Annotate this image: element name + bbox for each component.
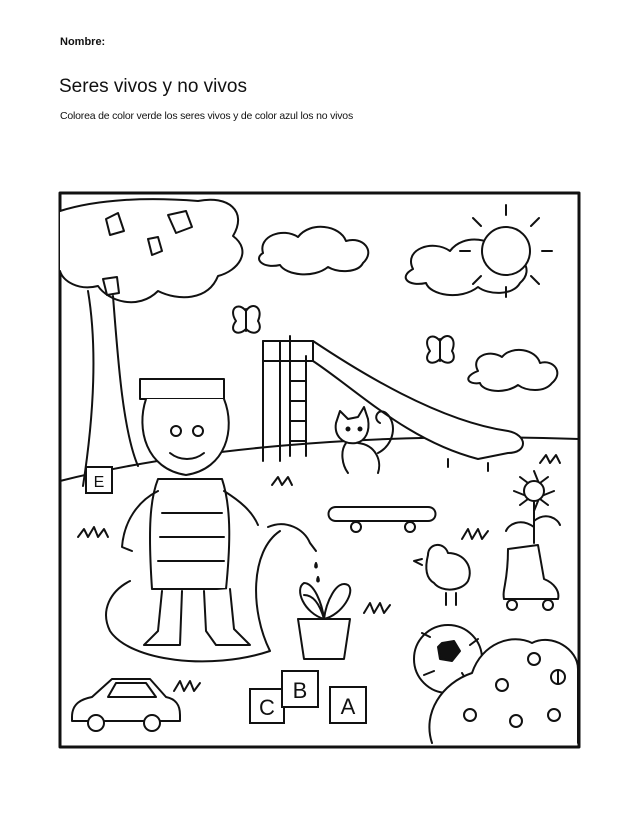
flower-icon	[506, 471, 560, 543]
worksheet-title: Seres vivos y no vivos	[59, 76, 247, 97]
butterfly-icon	[427, 336, 454, 363]
cloud-icon	[468, 350, 557, 391]
block-letter: C	[259, 695, 275, 720]
roller-skate-icon	[504, 545, 559, 610]
letter-block-c	[250, 689, 284, 723]
grass-icon	[364, 603, 390, 613]
grass-icon	[462, 529, 488, 539]
block-letter: E	[93, 474, 105, 491]
coloring-scene	[58, 191, 581, 749]
instruction-text: Colorea de color verde los seres vivos y de color azul los no vivos	[60, 110, 353, 122]
name-label: Nombre:	[60, 36, 106, 48]
water-drop-icon	[315, 563, 319, 582]
butterfly-icon	[233, 306, 260, 333]
toy-car-icon	[72, 679, 180, 731]
boy-icon	[122, 379, 258, 645]
grass-icon	[540, 455, 560, 463]
grass-icon	[174, 681, 200, 691]
grass-icon	[272, 477, 292, 485]
block-letter: A	[340, 694, 356, 719]
cloud-icon	[259, 227, 368, 275]
grass-icon	[78, 527, 108, 537]
skateboard-icon	[329, 507, 436, 532]
letter-block-b	[282, 671, 318, 707]
potted-plant-icon	[298, 583, 350, 659]
ladybug-icon	[551, 670, 565, 684]
letter-block-a	[330, 687, 366, 723]
letter-block-e	[86, 467, 112, 493]
chick-icon	[414, 545, 470, 605]
block-letter: B	[292, 678, 308, 703]
